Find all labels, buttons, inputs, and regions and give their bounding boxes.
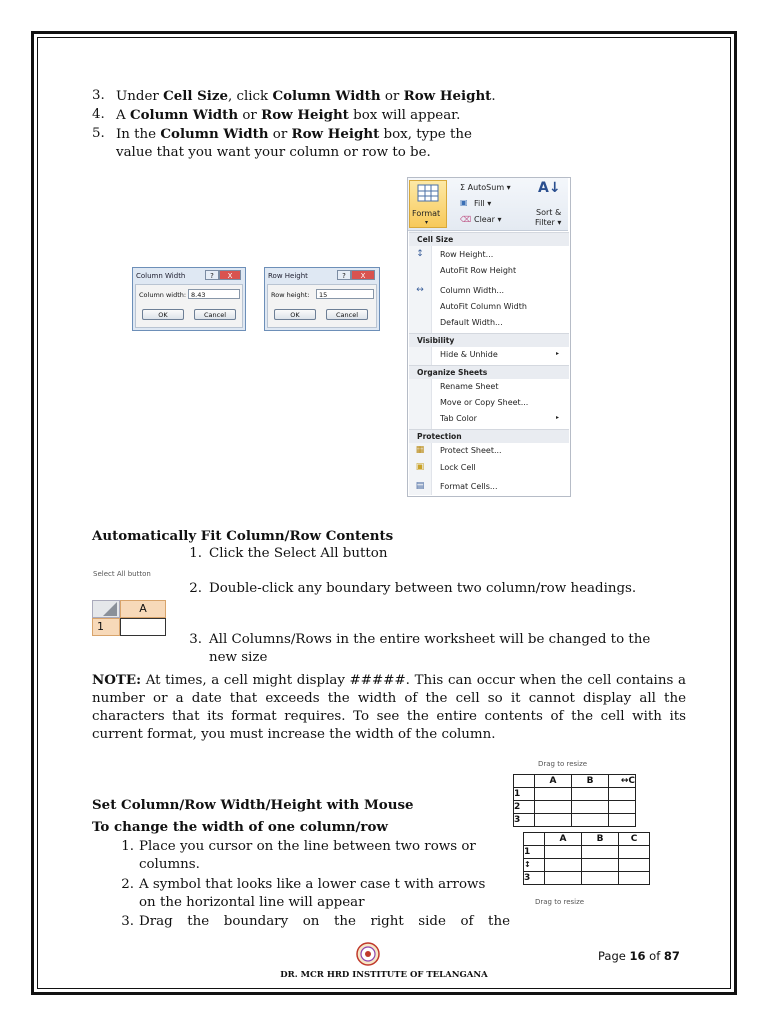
protect-sheet-icon: ▦ [415,445,425,455]
submenu-arrow-icon: ▸ [556,350,560,357]
corner-cell [514,775,535,788]
dialog-title: Row Height [268,272,308,280]
format-button-label: Format [412,209,441,218]
mouse-subheading: To change the width of one column/row [92,819,388,835]
column-width-input[interactable]: 8.43 [188,289,240,299]
format-button[interactable] [409,180,447,228]
chevron-down-icon: ▾ [425,219,429,226]
menu-item-lock-cell[interactable]: Lock Cell [440,463,476,472]
column-width-dialog [132,267,246,331]
select-all-caption: Select All button [93,570,151,578]
ribbon-cells-group [408,178,568,231]
menu-item-default-width[interactable]: Default Width... [440,318,503,327]
mouse-step-3: 3. Drag the boundary on the right side of the [121,914,510,929]
help-icon[interactable]: ? [205,270,219,280]
eraser-icon: ⌫ [460,215,472,224]
submenu-arrow-icon: ▸ [556,414,560,421]
column-header[interactable]: B [582,833,619,846]
menu-item-tab-color[interactable]: Tab Color [440,414,477,423]
select-all-button[interactable] [92,600,120,618]
footer-institute: DR. MCR HRD INSTITUTE OF TELANGANA [280,970,488,980]
section-protection: Protection [409,429,569,443]
step-number: 4. [92,107,105,122]
autofit-step-3: 3. All Columns/Rows in the entire worksheet will be changed to the new size [189,632,651,665]
close-icon[interactable]: X [351,270,375,280]
ok-button[interactable]: OK [142,309,184,320]
format-menu [407,177,571,497]
column-header-a[interactable]: A [120,600,166,618]
select-all-triangle-icon [103,602,117,616]
menu-item-move-copy-sheet[interactable]: Move or Copy Sheet... [440,398,529,407]
menu-item-hide-unhide[interactable]: Hide & Unhide [440,350,498,359]
autofit-heading: Automatically Fit Column/Row Contents [92,528,394,544]
step-item: 3. Under Cell Size, click Column Width or Row Height. [92,88,496,104]
sort-icon: A↓ [538,180,561,196]
column-width-label: Column width: [139,291,187,299]
ok-button[interactable]: OK [274,309,316,320]
menu-item-protect-sheet[interactable]: Protect Sheet... [440,446,502,455]
column-header[interactable]: A [545,833,582,846]
column-header[interactable]: A [535,775,572,788]
row-height-icon: ↕ [416,249,424,259]
menu-item-format-cells[interactable]: Format Cells... [440,482,498,491]
dialog-body [135,284,243,328]
column-header[interactable]: ↔C [609,775,636,788]
section-cell-size: Cell Size [409,232,569,246]
column-width-icon: ↔ [416,285,424,295]
corner-cell [524,833,545,846]
menu-item-autofit-column-width[interactable]: AutoFit Column Width [440,302,527,311]
row-header[interactable]: 2 [514,801,535,814]
row-header[interactable]: 1 [514,788,535,801]
column-header[interactable]: B [572,775,609,788]
menu-item-rename-sheet[interactable]: Rename Sheet [440,382,499,391]
sort-filter-label-2[interactable]: Filter ▾ [535,218,562,227]
format-cells-icon: ▤ [415,481,425,491]
note-label: NOTE: [92,672,142,688]
dialog-title: Column Width [136,272,186,280]
row-header[interactable]: 3 [514,814,535,827]
row-height-input[interactable]: 15 [316,289,374,299]
dialog-body [267,284,377,328]
section-visibility: Visibility [409,333,569,347]
step-number: 5. [92,126,105,141]
page-number: Page 16 of 87 [598,949,680,963]
row-header[interactable]: 1 [524,846,545,859]
step-item: 5. In the Column Width or Row Height box, type the value that you want your column or row to be. [92,126,472,160]
row-header[interactable] [524,859,545,872]
resize-caption-bottom: Drag to resize [535,898,585,906]
menu-item-column-width[interactable]: Column Width... [440,286,505,295]
mouse-step-1: 1. Place you cursor on the line between two rows or columns. [121,839,476,872]
resize-cursor-icon: ↕ [524,860,531,869]
mouse-heading: Set Column/Row Width/Height with Mouse [92,797,414,813]
menu-item-row-height[interactable]: Row Height... [440,250,494,259]
close-icon[interactable]: X [219,270,241,280]
autofit-step-2: 2. Double-click any boundary between two column/row headings. [189,581,637,596]
help-icon[interactable]: ? [337,270,351,280]
resize-caption-top: Drag to resize [538,760,588,768]
note-text: At times, a cell might display #####. This can occur when the cell contains a number or a date that exceeds the width of the cell so it cannot display all the characters that its format requires. To see the entire contents of the cell with its current format, you must increase the width of the column. [92,673,686,742]
mouse-step-2: 2. A symbol that looks like a lower case t with arrows on the horizontal line will appear [121,877,486,910]
row-height-label: Row height: [271,291,310,299]
menu-item-autofit-row-height[interactable]: AutoFit Row Height [440,266,517,275]
resize-cursor-icon: ↔ [620,776,629,786]
step-item: 4. A Column Width or Row Height box will appear. [92,107,461,123]
row-header-1[interactable]: 1 [92,618,120,636]
format-grid-icon [417,184,439,202]
cell-a1[interactable] [120,618,166,636]
steps-cell-size [92,87,542,162]
autosum-button[interactable]: Σ AutoSum ▾ [460,183,511,192]
fill-button[interactable]: Fill ▾ [474,199,492,208]
cancel-button[interactable]: Cancel [194,309,236,320]
row-header[interactable]: 3 [524,872,545,885]
step-number: 3. [92,88,105,103]
fill-icon: ▣ [460,198,468,207]
institute-logo-icon [356,942,380,966]
column-header[interactable]: C [619,833,650,846]
row-height-dialog [264,267,380,331]
select-all-grid [92,600,168,638]
sort-filter-label-1[interactable]: Sort & [536,208,562,217]
lock-icon: ▣ [415,462,425,472]
clear-button[interactable]: Clear ▾ [474,215,502,224]
section-organize-sheets: Organize Sheets [409,365,569,379]
resize-grid-row [523,832,650,885]
note-paragraph [92,671,686,744]
cancel-button[interactable]: Cancel [326,309,368,320]
resize-grid-column [513,774,636,827]
